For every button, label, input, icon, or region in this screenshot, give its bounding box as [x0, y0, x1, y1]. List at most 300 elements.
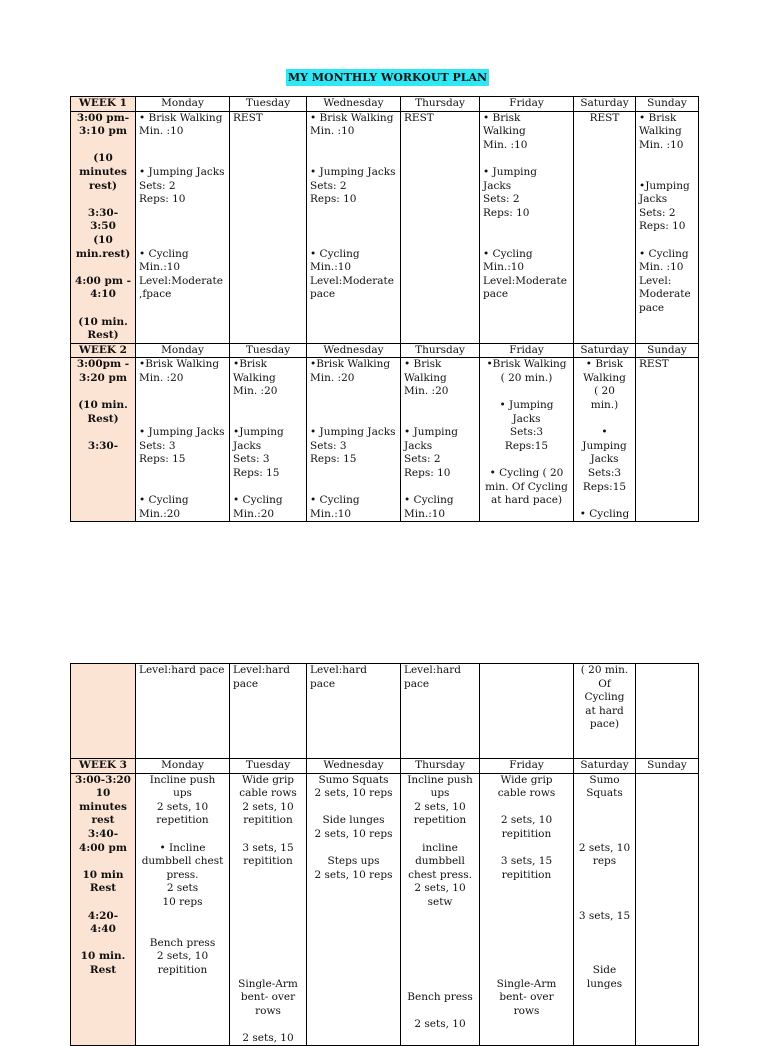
cell-line: Rest: [89, 963, 117, 976]
cell-line: 3 sets, 15: [500, 855, 553, 868]
cell-line: • Cycling: [483, 247, 533, 260]
blank-line: [139, 220, 226, 234]
blank-line: [310, 152, 397, 166]
blank-line: [483, 234, 570, 248]
cell-line: Min.:20: [233, 507, 275, 520]
week-2-wednesday-cell: [307, 358, 401, 522]
cell-line: Jacks: [404, 439, 433, 452]
cell-line: bent- over: [499, 991, 554, 1004]
cell-line: repetition: [413, 814, 467, 827]
blank-line: [483, 882, 570, 896]
cell-line: Walking: [583, 371, 626, 384]
cell-line: repitition: [243, 814, 293, 827]
cell-line: Reps:15: [582, 480, 627, 493]
blank-line: [483, 842, 570, 856]
blank-line: [310, 399, 397, 413]
cell-line: Sets:3: [509, 426, 544, 439]
cell-line: • Cycling: [139, 247, 189, 260]
cell-line: 4:20-: [87, 909, 119, 922]
cell-line: Sumo Squats: [318, 773, 389, 786]
cell-line: Reps: 10: [483, 206, 530, 219]
cell-line: 4:00 pm -: [75, 274, 131, 287]
blank-line: [577, 923, 632, 937]
cell-line: ,fpace: [139, 288, 172, 301]
cell-line: minutes: [79, 165, 127, 178]
cell-line: Reps: 10: [139, 193, 186, 206]
cell-line: • Cycling ( 20: [489, 467, 564, 480]
blank-line: [483, 937, 570, 951]
cell-line: rows: [255, 1004, 281, 1017]
cell-line: min.): [590, 399, 619, 412]
blank-line: [74, 385, 132, 399]
blank-line: [310, 413, 397, 427]
cell-line: 3:40-: [87, 827, 119, 840]
blank-line: [310, 842, 397, 856]
cell-line: cable rows: [497, 787, 556, 800]
cell-line: • Brisk: [404, 358, 442, 371]
cell-line: • Cycling: [310, 247, 360, 260]
blank-line: [233, 1018, 303, 1032]
cell-line: Moderate: [639, 288, 691, 301]
blank-line: [483, 950, 570, 964]
blank-line: [74, 896, 132, 910]
week-2-sunday-cell: [636, 358, 699, 522]
cell-line: 2 sets, 10: [414, 800, 466, 813]
cell-line: Rest): [87, 412, 119, 425]
blank-line: [139, 399, 226, 413]
cell-line: reps: [592, 855, 617, 868]
day-header-sunday: Sunday: [636, 759, 699, 774]
week-2-label: WEEK 2: [71, 343, 136, 358]
blank-line: [74, 937, 132, 951]
cell-line: min.rest): [75, 247, 131, 260]
blank-line: [139, 467, 226, 481]
day-header-monday: Monday: [136, 97, 230, 112]
cell-line: Reps: 10: [639, 220, 686, 233]
cell-line: • Jumping Jacks: [139, 165, 225, 178]
day-header-friday: Friday: [480, 343, 574, 358]
cell-line: 10 min: [82, 868, 124, 881]
cell-line: •Brisk: [233, 358, 268, 371]
blank-line: [404, 481, 476, 495]
week-2-monday-cell: [136, 358, 230, 522]
cell-line: pace: [404, 677, 430, 690]
cell-line: Side lunges: [322, 814, 385, 827]
cell-line: Level:Moderate: [139, 274, 223, 287]
cell-line: Min. :10: [310, 125, 355, 138]
cell-line: min. Of Cycling: [485, 480, 568, 493]
cell-line: • Cycling: [233, 494, 283, 507]
cell-line: Min.:10: [310, 261, 352, 274]
cell-line: 10: [95, 787, 111, 800]
cell-line: Min.:10: [483, 261, 525, 274]
blank-line: [483, 801, 570, 815]
cell-line: cable rows: [239, 787, 297, 800]
cell-line: Min.:10: [404, 507, 446, 520]
blank-line: [139, 910, 226, 924]
cell-line: Level:hard pace: [139, 664, 225, 676]
cell-line: 10 min.: [80, 950, 126, 963]
week-2-continued-sunday-cell: [636, 664, 699, 759]
blank-line: [74, 193, 132, 207]
week-1-wednesday-cell: [307, 111, 401, 343]
cell-line: • Jumping Jacks: [310, 165, 396, 178]
cell-line: rows: [513, 1004, 540, 1017]
cell-line: repitition: [243, 855, 293, 868]
day-header-thursday: Thursday: [401, 343, 480, 358]
cell-line: dumbbell: [415, 855, 465, 868]
blank-line: [639, 152, 695, 166]
cell-line: • Brisk Walking: [310, 111, 394, 124]
week-3-monday-cell: [136, 773, 230, 1046]
day-header-thursday: Thursday: [401, 97, 480, 112]
cell-line: Of: [598, 677, 611, 690]
cell-line: rest): [89, 179, 117, 192]
cell-line: Squats: [586, 787, 623, 800]
day-header-wednesday: Wednesday: [307, 97, 401, 112]
cell-line: ( 20 min.): [500, 371, 553, 384]
cell-line: • Jumping: [499, 399, 554, 412]
cell-line: 2 sets, 10: [156, 950, 209, 963]
cell-line: ( 20: [594, 385, 615, 398]
blank-line: [233, 828, 303, 842]
cell-line: Jacks: [590, 453, 619, 466]
cell-line: 3:00pm -: [76, 358, 130, 371]
cell-line: Sets: 3: [139, 439, 176, 452]
cell-line: •: [601, 426, 608, 439]
cell-line: bent- over: [240, 991, 296, 1004]
cell-line: pace: [233, 677, 259, 690]
cell-line: Incline push: [407, 773, 473, 786]
cell-line: 3:00 pm-: [76, 111, 130, 124]
cell-line: Min. :20: [233, 385, 278, 398]
cell-line: Reps: 10: [310, 193, 357, 206]
cell-line: Incline push: [149, 773, 216, 786]
blank-line: [139, 139, 226, 153]
day-header-tuesday: Tuesday: [230, 759, 307, 774]
cell-line: Cycling: [584, 691, 625, 704]
blank-line: [139, 828, 226, 842]
cell-line: Min. :20: [139, 371, 184, 384]
blank-line: [639, 234, 695, 248]
cell-line: Rest: [89, 882, 117, 895]
blank-line: [233, 910, 303, 924]
blank-line: [483, 896, 570, 910]
cell-line: Jacks: [483, 179, 512, 192]
cell-line: Walking: [483, 125, 526, 138]
cell-line: • Brisk: [483, 111, 521, 124]
cell-line: 2 sets, 10: [414, 882, 466, 895]
cell-line: Jacks: [639, 193, 668, 206]
cell-line: 4:10: [90, 288, 116, 301]
cell-line: Min. :20: [404, 385, 449, 398]
day-header-monday: Monday: [136, 759, 230, 774]
cell-line: 3:30-: [87, 439, 119, 452]
cell-line: 2 sets, 10: [156, 800, 209, 813]
cell-line: 3:10 pm: [79, 125, 127, 138]
cell-line: • Brisk: [585, 358, 624, 371]
cell-line: (10 min.: [78, 315, 128, 328]
blank-line: [233, 923, 303, 937]
cell-line: • Brisk: [639, 111, 677, 124]
week-2-3-table: [70, 663, 699, 1046]
week-1-saturday-cell: [574, 111, 636, 343]
cell-line: •Brisk Walking: [310, 358, 391, 371]
cell-line: Wide grip: [500, 773, 553, 786]
blank-line: [577, 937, 632, 951]
blank-line: [310, 139, 397, 153]
cell-line: Min.:10: [139, 261, 181, 274]
week-1-friday-cell: [480, 111, 574, 343]
week-3-thursday-cell: [401, 773, 480, 1046]
cell-line: • Jumping Jacks: [139, 426, 225, 439]
blank-line: [483, 453, 570, 467]
blank-line: [139, 207, 226, 221]
cell-line: 2 sets, 10: [242, 1031, 294, 1044]
cell-line: Reps:15: [504, 439, 549, 452]
week-1-monday-cell: [136, 111, 230, 343]
blank-line: [233, 399, 303, 413]
cell-line: 4:40: [90, 923, 116, 936]
cell-line: Sets: 2: [310, 179, 347, 192]
blank-line: [74, 139, 132, 153]
cell-line: (10: [93, 152, 113, 165]
cell-line: Sets: 2: [404, 453, 441, 466]
blank-line: [577, 869, 632, 883]
cell-line: • Brisk Walking: [139, 111, 223, 124]
cell-line: pace: [639, 301, 665, 314]
cell-line: 2 sets, 10: [578, 841, 631, 854]
blank-line: [577, 950, 632, 964]
cell-line: Bench press: [149, 936, 216, 949]
week-2-time-cell: [71, 358, 136, 522]
day-header-wednesday: Wednesday: [307, 759, 401, 774]
blank-line: [404, 910, 476, 924]
blank-line: [483, 964, 570, 978]
cell-line: Level:Moderate: [483, 274, 567, 287]
cell-line: • Incline: [159, 841, 206, 854]
blank-line: [310, 467, 397, 481]
blank-line: [139, 481, 226, 495]
cell-line: 2 sets, 10 reps: [314, 827, 393, 840]
page-title: MY MONTHLY WORKOUT PLAN: [288, 71, 488, 84]
blank-line: [310, 385, 397, 399]
blank-line: [310, 481, 397, 495]
day-header-saturday: Saturday: [574, 759, 636, 774]
cell-line: Reps: 15: [310, 453, 357, 466]
blank-line: [483, 385, 570, 399]
week-2-continued-wednesday-cell: [307, 664, 401, 759]
cell-line: Jacks: [233, 439, 262, 452]
blank-line: [233, 964, 303, 978]
week-2-continued-monday-cell: [136, 664, 230, 759]
blank-line: [577, 494, 632, 508]
cell-line: repetition: [156, 814, 209, 827]
cell-line: at hard pace): [490, 494, 563, 507]
week-3-label: WEEK 3: [71, 759, 136, 774]
cell-line: 10 reps: [162, 895, 203, 908]
cell-line: Min. :10: [639, 138, 684, 151]
week-1-label: WEEK 1: [71, 97, 136, 112]
cell-line: ( 20 min.: [580, 664, 629, 676]
cell-line: minutes: [79, 800, 127, 813]
day-header-sunday: Sunday: [636, 343, 699, 358]
day-header-saturday: Saturday: [574, 97, 636, 112]
cell-line: Jacks: [512, 412, 541, 425]
week-3-friday-cell: [480, 773, 574, 1046]
week-2-continued-saturday-cell: [574, 664, 636, 759]
blank-line: [139, 923, 226, 937]
blank-line: [233, 481, 303, 495]
cell-line: Min. :20: [310, 371, 355, 384]
day-header-saturday: Saturday: [574, 343, 636, 358]
cell-line: Min. :10: [483, 138, 528, 151]
week-2-continued-tuesday-cell: [230, 664, 307, 759]
cell-line: pace: [483, 288, 509, 301]
cell-line: pace: [310, 677, 336, 690]
cell-line: REST: [233, 111, 263, 124]
day-header-wednesday: Wednesday: [307, 343, 401, 358]
cell-line: Reps: 15: [139, 453, 186, 466]
cell-line: Level:hard: [310, 664, 367, 676]
blank-line: [404, 923, 476, 937]
blank-line: [404, 950, 476, 964]
week-3-tuesday-cell: [230, 773, 307, 1046]
cell-line: repitition: [157, 963, 208, 976]
cell-line: Level:: [639, 274, 672, 287]
cell-line: Min.:20: [139, 507, 181, 520]
blank-line: [404, 1005, 476, 1019]
week-1-tuesday-cell: [230, 111, 307, 343]
cell-line: pace): [589, 718, 620, 731]
cell-line: Level:hard: [404, 664, 461, 676]
blank-line: [233, 413, 303, 427]
blank-line: [577, 828, 632, 842]
blank-line: [74, 855, 132, 869]
cell-line: • Jumping: [404, 426, 459, 439]
cell-line: 2 sets, 10: [500, 814, 553, 827]
cell-line: ups: [430, 787, 450, 800]
cell-line: •Brisk Walking: [486, 358, 567, 371]
blank-line: [233, 869, 303, 883]
blank-line: [139, 234, 226, 248]
week-1-time-cell: [71, 111, 136, 343]
cell-line: ups: [173, 787, 192, 800]
week-2-thursday-cell: [401, 358, 480, 522]
cell-line: • Cycling: [579, 507, 630, 520]
cell-line: • Jumping Jacks: [310, 426, 396, 439]
day-header-tuesday: Tuesday: [230, 97, 307, 112]
week-2-continued-time-cell: [71, 664, 136, 759]
week-2-saturday-cell: [574, 358, 636, 522]
cell-line: lunges: [586, 977, 623, 990]
blank-line: [74, 426, 132, 440]
blank-line: [404, 964, 476, 978]
cell-line: Reps: 15: [233, 467, 280, 480]
cell-line: Sets: 2: [639, 206, 676, 219]
cell-line: Walking: [233, 371, 276, 384]
cell-line: Level:hard: [233, 664, 290, 676]
cell-line: • Jumping: [483, 165, 538, 178]
cell-line: 3:30-: [87, 206, 119, 219]
cell-line: Single-Arm: [496, 977, 557, 990]
cell-line: Sets:3: [587, 467, 622, 480]
cell-line: incline: [422, 841, 458, 854]
blank-line: [404, 937, 476, 951]
cell-line: • Cycling: [310, 494, 360, 507]
cell-line: pace: [310, 288, 336, 301]
cell-line: Steps ups: [327, 855, 380, 868]
day-header-tuesday: Tuesday: [230, 343, 307, 358]
cell-line: Walking: [639, 125, 682, 138]
blank-line: [577, 814, 632, 828]
blank-line: [139, 152, 226, 166]
cell-line: Sets: 2: [483, 193, 520, 206]
blank-line: [483, 910, 570, 924]
cell-line: Bench press: [407, 991, 473, 1004]
blank-line: [483, 152, 570, 166]
blank-line: [404, 399, 476, 413]
cell-line: Sumo: [589, 773, 620, 786]
cell-line: repitition: [501, 827, 552, 840]
week-3-sunday-cell: [636, 773, 699, 1046]
blank-line: [404, 828, 476, 842]
cell-line: •Brisk Walking: [139, 358, 220, 371]
cell-line: (10: [93, 233, 113, 246]
cell-line: 3:20 pm: [79, 371, 127, 384]
week-1-sunday-cell: [636, 111, 699, 343]
blank-line: [577, 413, 632, 427]
cell-line: Min. :10: [639, 261, 684, 274]
blank-line: [483, 220, 570, 234]
cell-line: 2 sets: [166, 882, 199, 895]
blank-line: [74, 302, 132, 316]
cell-line: 4:00 pm: [79, 841, 127, 854]
cell-line: press.: [166, 868, 199, 881]
blank-line: [139, 413, 226, 427]
blank-line: [310, 234, 397, 248]
blank-line: [577, 896, 632, 910]
cell-line: Sets: 3: [310, 439, 347, 452]
cell-line: • Cycling: [139, 494, 189, 507]
cell-line: Min.:10: [310, 507, 352, 520]
blank-line: [139, 385, 226, 399]
cell-line: rest: [91, 814, 115, 827]
blank-line: [74, 261, 132, 275]
week-3-saturday-cell: [574, 773, 636, 1046]
blank-line: [233, 950, 303, 964]
cell-line: Level:Moderate: [310, 274, 394, 287]
blank-line: [404, 978, 476, 992]
cell-line: Sets: 3: [233, 453, 270, 466]
week-2-tuesday-cell: [230, 358, 307, 522]
cell-line: chest press.: [408, 868, 472, 881]
blank-line: [233, 937, 303, 951]
week-3-wednesday-cell: [307, 773, 401, 1046]
cell-line: 3:50: [90, 220, 116, 233]
week-2-friday-cell: [480, 358, 574, 522]
cell-line: Side: [592, 963, 617, 976]
cell-line: 2 sets, 10: [242, 800, 294, 813]
cell-line: Rest): [87, 329, 119, 342]
cell-line: 3 sets, 15: [242, 841, 294, 854]
day-header-friday: Friday: [480, 759, 574, 774]
blank-line: [404, 413, 476, 427]
cell-line: REST: [404, 111, 434, 124]
blank-line: [233, 882, 303, 896]
cell-line: 3 sets, 15: [578, 909, 631, 922]
cell-line: • Cycling: [404, 494, 454, 507]
